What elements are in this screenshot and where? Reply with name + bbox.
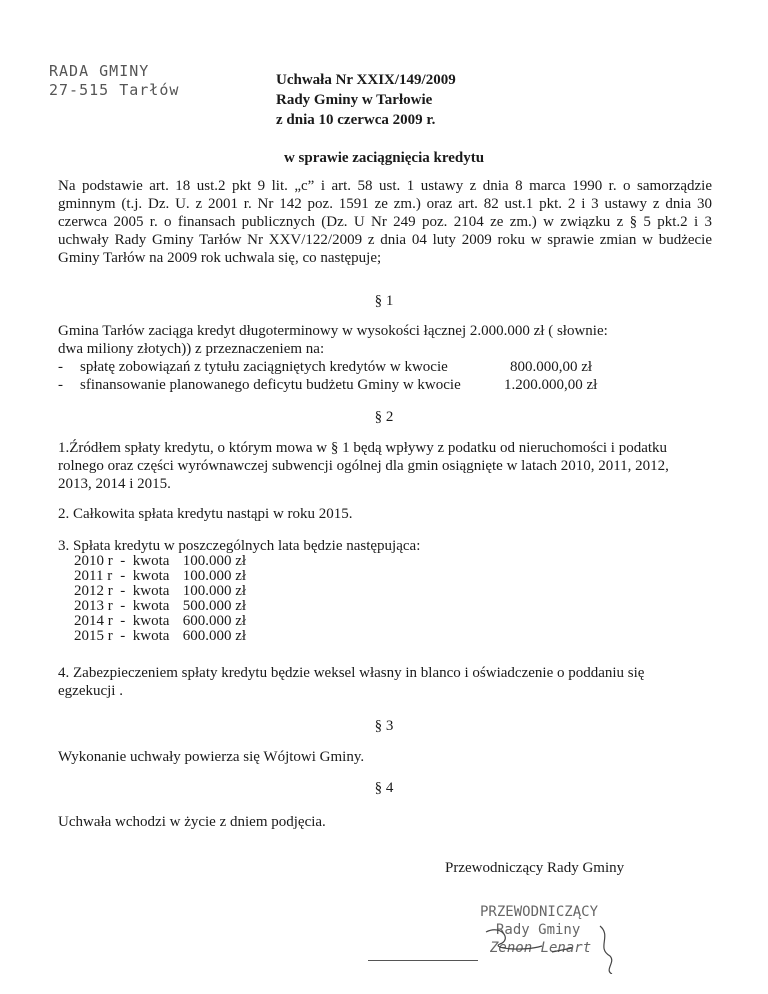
stamp-line-1: RADA GMINY (49, 62, 150, 80)
schedule-year: 2011 r (74, 568, 113, 584)
schedule-dash: - (120, 583, 126, 599)
schedule-amount: 500.000 zł (182, 598, 247, 614)
schedule-label: kwota (132, 553, 170, 569)
schedule-year: 2014 r (74, 613, 113, 629)
schedule-label: kwota (132, 598, 170, 614)
schedule-dash: - (120, 568, 126, 584)
schedule-label: kwota (132, 628, 170, 644)
schedule-label: kwota (132, 583, 170, 599)
schedule-row (74, 554, 246, 569)
council-name: Rady Gminy w Tarłowie (276, 92, 433, 108)
schedule-row (74, 584, 246, 599)
resolution-header (276, 70, 456, 130)
schedule-label: kwota (132, 613, 170, 629)
bullet-dash: - (58, 377, 63, 393)
schedule-dash: - (120, 553, 126, 569)
section-2-point-3-intro: 3. Spłata kredytu w poszczególnych lata będzie następująca: (58, 538, 421, 554)
signature-line (368, 960, 478, 961)
bullet-dash: - (58, 359, 63, 375)
section-4-text: Uchwała wchodzi w życie z dniem podjęcia. (58, 814, 326, 830)
section-1-line-2: dwa miliony złotych)) z przeznaczeniem na: (58, 341, 325, 357)
schedule-amount: 600.000 zł (182, 613, 247, 629)
schedule-dash: - (120, 613, 126, 629)
schedule-row (74, 614, 246, 629)
schedule-amount: 100.000 zł (182, 583, 247, 599)
handwritten-signature (482, 922, 632, 974)
resolution-subject: w sprawie zaciągnięcia kredytu (283, 150, 485, 166)
purpose-amount: 1.200.000,00 zł (504, 377, 598, 393)
section-1-line-1: Gmina Tarłów zaciąga kredyt długoterminowy w wysokości łącznej 2.000.000 zł ( słownie: (58, 323, 608, 339)
schedule-year: 2013 r (74, 598, 113, 614)
section-3-heading: § 3 (374, 718, 394, 734)
signatory-title: Przewodniczący Rady Gminy (445, 860, 625, 876)
chairman-stamp-line-3: Zenon Lenart (490, 940, 592, 956)
resolution-date: z dnia 10 czerwca 2009 r. (276, 112, 436, 128)
schedule-label: kwota (132, 568, 170, 584)
schedule-dash: - (120, 628, 126, 644)
purpose-text: spłatę zobowiązań z tytułu zaciągniętych kredytów w kwocie (80, 359, 448, 375)
section-4-heading: § 4 (374, 780, 394, 796)
schedule-amount: 100.000 zł (182, 553, 247, 569)
schedule-year: 2010 r (74, 553, 113, 569)
schedule-row (74, 599, 246, 614)
chairman-stamp-line-1: PRZEWODNICZĄCY (480, 904, 599, 920)
stamp-line-2: 27-515 Tarłów (49, 81, 180, 99)
section-3-text: Wykonanie uchwały powierza się Wójtowi Gminy. (58, 749, 365, 765)
schedule-year: 2012 r (74, 583, 113, 599)
purpose-item (58, 358, 718, 376)
chairman-stamp-line-2: Rady Gminy (496, 922, 581, 938)
purpose-text: sfinansowanie planowanego deficytu budżetu Gminy w kwocie (80, 377, 461, 393)
preamble: Na podstawie art. 18 ust.2 pkt 9 lit. „c” i art. 58 ust. 1 ustawy z dnia 8 marca 1990 r. o samorządzie gminnym (t.j. Dz. U. z 2001 r. Nr 142 poz. 1591 ze zm.) oraz art. 82 ust.1 pkt. 2 i 3 ustawy z dnia 30 czerwca 2005 r. o finansach publicznych (Dz. U Nr 249 poz. 2104 ze zm.) w związku z § 5 pkt.2 i 3 uchwały Rady Gminy Tarłów Nr XXV/122/2009 z dnia 04 luty 2009 roku w sprawie zmian w budżecie Gminy Tarłów na 2009 rok uchwala się, co następuje; (58, 178, 712, 266)
schedule-amount: 100.000 zł (182, 568, 247, 584)
purpose-item (58, 376, 718, 394)
schedule-amount: 600.000 zł (182, 628, 247, 644)
council-stamp (49, 62, 179, 100)
section-2-heading: § 2 (374, 409, 394, 425)
schedule-row (74, 629, 246, 644)
section-2-point-1: 1.Źródłem spłaty kredytu, o którym mowa w § 1 będą wpływy z podatku od nieruchomości i podatku rolnego oraz części wyrównawczej subwencji ogólnej dla gmin osiągnięte w latach 2010, 2011, 2012, 2013, 2014 i 2015. (58, 440, 669, 492)
purpose-amount: 800.000,00 zł (510, 359, 593, 375)
section-2-point-2: 2. Całkowita spłata kredytu nastąpi w roku 2015. (58, 506, 353, 522)
schedule-row (74, 569, 246, 584)
schedule-dash: - (120, 598, 126, 614)
section-2-point-4: 4. Zabezpieczeniem spłaty kredytu będzie weksel własny in blanco i oświadczenie o poddaniu się egzekucji . (58, 665, 645, 699)
schedule-year: 2015 r (74, 628, 113, 644)
resolution-number: Uchwała Nr XXIX/149/2009 (276, 72, 456, 88)
section-1-heading: § 1 (374, 293, 394, 309)
repayment-schedule (74, 554, 246, 644)
